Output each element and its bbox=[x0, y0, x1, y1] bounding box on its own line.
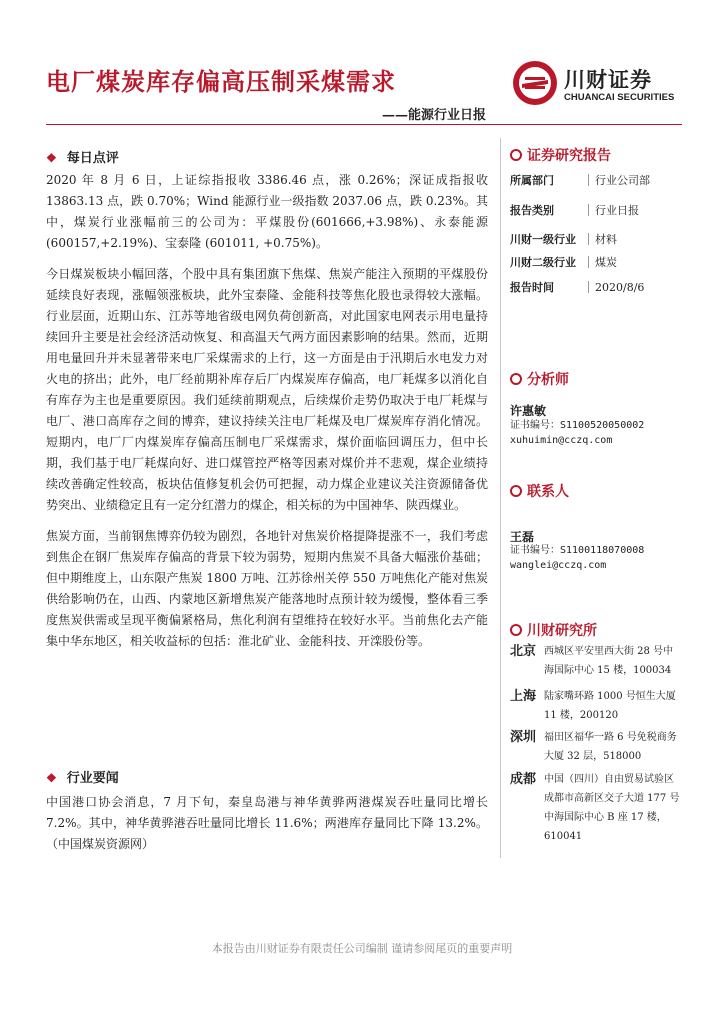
office-city-shenzhen: 深圳 bbox=[510, 730, 537, 745]
info-row-industry-2: 川财二级行业 煤炭 bbox=[510, 256, 617, 269]
logo-name-en: CHUANCAI SECURITIES bbox=[564, 92, 675, 103]
section-icon bbox=[510, 624, 522, 636]
info-row-date: 报告时间 2020/8/6 bbox=[510, 281, 645, 294]
contact-name: 王磊 bbox=[510, 530, 535, 544]
daily-review-heading: ❖ 每日点评 bbox=[46, 151, 119, 166]
contact-heading: 联系人 bbox=[510, 481, 569, 501]
section-icon bbox=[510, 373, 522, 385]
logo-name-cn: 川财证券 bbox=[564, 68, 652, 92]
analyst-name: 许惠敏 bbox=[510, 404, 547, 418]
company-logo bbox=[512, 60, 682, 110]
office-city-chengdu: 成都 bbox=[510, 772, 537, 787]
section-icon bbox=[510, 485, 522, 497]
paragraph-market: 2020 年 8 月 6 日，上证综指报收 3386.46 点，涨 0.26%；深证成指报收 13863.13 点，跌 0.70%；Wind 能源行业一级指数 2037.06 点，跌 0.23%。其中，煤炭行业涨幅前三的公司为：平煤股份(601666,+3.98%)、永泰能源(600157,+2.19%)、宝泰隆 (601011, +0.75%)。 bbox=[46, 173, 488, 250]
logo-icon bbox=[512, 60, 558, 106]
analyst-email[interactable]: xuhuimin@cczq.com bbox=[510, 435, 613, 446]
office-city-beijing: 北京 bbox=[510, 644, 537, 659]
contact-email[interactable]: wanglei@cczq.com bbox=[510, 560, 607, 571]
paragraph-coal: 今日煤炭板块小幅回落，个股中具有集团旗下焦煤、焦炭产能注入预期的平煤股份延续良好表现，涨幅领涨板块，此外宝泰隆、金能科技等焦化股也录得较大涨幅。行业层面，近期山东、江苏等地省级电网负荷创新高，对此国家电网表示用电量持续回升主要是社会经济活动恢复、和高温天气两方面因素影响的结果。然而，近期用电量回升并未显著带来电厂采煤需求的上行，这一方面是由于汛期后水电发力对火电的挤出；此外，电厂经前期补库存后厂内煤炭库存偏高，电厂耗煤多以消化自有库存为主也是重要原因。我们延续前期观点，后续煤价走势仍取决于电厂耗煤与电厂、港口高库存之间的博弈，建议持续关注电厂耗煤及电厂煤炭库存消化情况。短期内，电厂厂内煤炭库存偏高压制电厂采煤需求，煤价面临回调压力，但中长期，我们基于电厂耗煤向好、进口煤管控严格等因素对煤价并不悲观，煤企业绩持续改善确定性较高，板块估值修复机会仍可把握，动力煤企业建议关注资源储备优势突出、业绩稳定且有一定分红潜力的煤企，相关标的为中国神华、陕西煤业。 bbox=[46, 267, 488, 512]
daily-review-body bbox=[46, 170, 488, 662]
paragraph-news: 中国港口协会消息，7 月下旬，秦皇岛港与神华黄骅两港煤炭吞吐量同比增长 7.2%。其中，神华黄骅港吞吐量同比增长 11.6%；两港库存量同比下降 13.2%。（中国煤炭资源网） bbox=[46, 795, 488, 851]
office-address-chengdu: 中国（四川）自由贸易试验区成都市高新区交子大道 177 号中海国际中心 B 座 17 楼，610041 bbox=[544, 774, 680, 842]
page-subtitle: ——能源行业日报 bbox=[382, 108, 487, 123]
industry-news-body bbox=[46, 792, 488, 865]
column-divider bbox=[500, 138, 501, 858]
info-row-department: 所属部门 行业公司部 bbox=[510, 174, 650, 187]
office-city-shanghai: 上海 bbox=[510, 689, 537, 704]
page-title: 电厂煤炭库存偏高压制采煤需求 bbox=[46, 68, 396, 96]
diamond-bullet-icon: ❖ bbox=[46, 771, 57, 785]
header-divider bbox=[46, 124, 682, 125]
report-heading: 证券研究报告 bbox=[510, 145, 611, 165]
office-address-beijing: 西城区平安里西大街 28 号中海国际中心 15 楼，100034 bbox=[544, 646, 674, 676]
analyst-heading: 分析师 bbox=[510, 369, 569, 389]
contact-cert: 证书编号：S1100118070008 bbox=[510, 545, 645, 556]
paragraph-coke: 焦炭方面，当前钢焦博弈仍较为剧烈，各地针对焦炭价格提降提涨不一，我们考虑到焦企在钢厂焦炭库存偏高的背景下较为弱势，短期内焦炭不具备大幅涨价基础；但中期维度上，山东限产焦炭 1800 万吨、江苏徐州关停 550 万吨焦化产能对焦炭供给影响仍在，山西、内蒙地区新增焦炭产能落地时点预计较为缓慢，整体看三季度焦炭供需或呈现平衡偏紧格局，焦化利润有望维持在较好水平。当前焦化去产能集中华东地区，相关收益标的包括：淮北矿业、金能科技、开滦股份等。 bbox=[46, 529, 488, 648]
info-row-industry-1: 川财一级行业 材料 bbox=[510, 233, 617, 246]
office-address-shenzhen: 福田区福华一路 6 号免税商务大厦 32 层，518000 bbox=[544, 732, 677, 762]
institute-heading: 川财研究所 bbox=[510, 620, 597, 640]
section-icon bbox=[510, 149, 522, 161]
office-address-shanghai: 陆家嘴环路 1000 号恒生大厦 11 楼，200120 bbox=[544, 691, 676, 721]
footer-disclaimer: 本报告由川财证券有限责任公司编制 谨请参阅尾页的重要声明 bbox=[211, 942, 513, 955]
analyst-cert: 证书编号：S1100520050002 bbox=[510, 420, 645, 431]
info-row-category: 报告类别 行业日报 bbox=[510, 204, 639, 217]
industry-news-heading: ❖ 行业要闻 bbox=[46, 771, 119, 786]
diamond-bullet-icon: ❖ bbox=[46, 151, 57, 165]
